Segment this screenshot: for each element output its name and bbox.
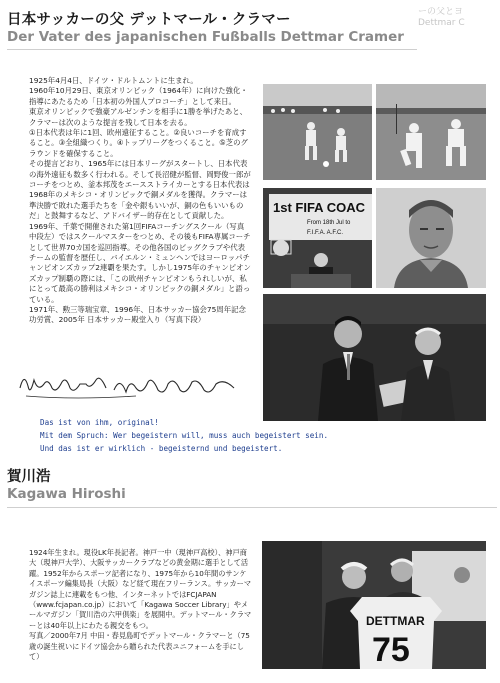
cramer-bio — [29, 76, 251, 326]
bio-paragraph: 1925年4月4日、ドイツ・ドルトムントに生まれ。 — [29, 76, 198, 85]
page-title-jp: 日本サッカーの父 デットマール・クラマー — [7, 12, 291, 28]
banner-line-3: F.I.F.A. A.F.C. — [307, 230, 344, 236]
cramer-portrait-photo — [376, 188, 486, 288]
kagawa-bio — [29, 548, 253, 662]
faded-corner-text — [418, 7, 500, 47]
corner-line: ーの父とヨ — [418, 7, 464, 17]
jersey-name: DETTMAR — [366, 614, 425, 628]
bio-paragraph: 1971年、勲三等瑞宝章、1996年、日本サッカー協会75周年記念功労賞、2005年 日本サッカー殿堂入り（写真下段） — [29, 304, 246, 325]
author-name-en: Kagawa Hiroshi — [7, 486, 126, 502]
section-divider — [7, 507, 497, 508]
banner-line-1: 1st FIFA COAC — [273, 200, 365, 215]
author-name-jp: 賀川浩 — [7, 469, 51, 485]
jersey-photo — [262, 541, 486, 669]
banner-line-2: From 18th Jul to — [307, 220, 351, 226]
bio-paragraph: 1924年生まれ。現役LK年長記者。神戸一中（現神戸高校）、神戸商大（現神戸大学）、大阪サッカークラブなどの黄金期に選手として活躍。1952年からスポーツ記者になり、1975年から10年間のサンケイスポーツ編集局長（大阪）など経て現在フリーランス。サッカーマガジン誌上に連載をもつ他、インターネットではFCJAPAN（www.fcjapan.co.jp）において「Kagawa Soccer Library」やメールマガジン「賀川浩の六甲倶楽」を展開中。デットマール・クラマーとは40年以上にわたる親交をもつ。 — [29, 548, 252, 630]
kicking-photo — [376, 84, 486, 180]
signature-caption-line: Das ist von ihm, original! — [40, 418, 159, 427]
fifa-coaching-photo — [263, 188, 372, 288]
jersey-number: 75 — [372, 631, 410, 669]
bio-paragraph: 1960年10月29日、東京オリンピック（1964年）に向けた強化・指導にあたるため「日本初の外国人プロコーチ」として来日。 — [29, 86, 248, 106]
page-title-de: Der Vater des japanischen Fußballs Dettmar Cramer — [7, 29, 404, 45]
bio-paragraph: 1969年、千葉で開催された第1回FIFAコーチングスクール（写真中段左）ではスクールマスターをつとめ、その後もFIFA専属コーチとして世界70カ国を巡回指導。その他各国のビッグクラブや代表チームの監督を歴任し、バイエルン・ミュンヘンではヨーロッパチャンピオンズカップ2連覇を果たす。しかし1975年のチャンピオンズカップ制覇の際には、「この欧州チャンピオンもうれしいが、私にとって最高の勝利はメキシコ・オリンピックの銅メダル」と語っている。 — [29, 221, 251, 304]
bio-paragraph: ①日本代表は年に1回、欧州遠征すること。②良いコーチを育成すること。③全組織つくり。④トップリーグをつくること。⑤芝のグラウンドを確保すること。 — [29, 128, 248, 158]
corner-line: Dettmar C — [418, 18, 465, 28]
bio-paragraph: 東京オリンピックで強豪アルゼンチンを相手に1勝を挙げたあと、クラマーは次のような提言を残して日本を去る。 — [29, 107, 248, 127]
bio-paragraph: 写真／2000年7月 中田・春見島町でデットマール・クラマーと（75歳の誕生祝いにドイツ協会から贈られた代表ユニフォームを手にして） — [29, 631, 250, 662]
title-divider — [7, 49, 417, 50]
signature-caption-line: Mit dem Spruch: Wer begeistern will, muss auch begeistert sein. — [40, 431, 329, 440]
hall-of-fame-photo — [263, 294, 486, 421]
signature-caption-line: Und das ist er wirklich - begeisternd und begeistert. — [40, 444, 283, 453]
cramer-signature — [16, 366, 246, 402]
bio-paragraph: その提言どおり、1965年には日本リーグがスタートし、日本代表の海外遠征も数多く行われる。そして長沼健が監督、岡野俊一郎がコーチをつとめ、釜本邦茂をエースストライカーとする日本代表は1968年のメキシコ・オリンピックで銅メダルを獲得。クラマーは準決勝で敗れた選手たちを「金や銀もいいが、銅の色もいいものだ」と鼓舞するなど、アドバイザー的存在として貢献した。 — [29, 159, 251, 221]
training-photo — [263, 84, 372, 180]
